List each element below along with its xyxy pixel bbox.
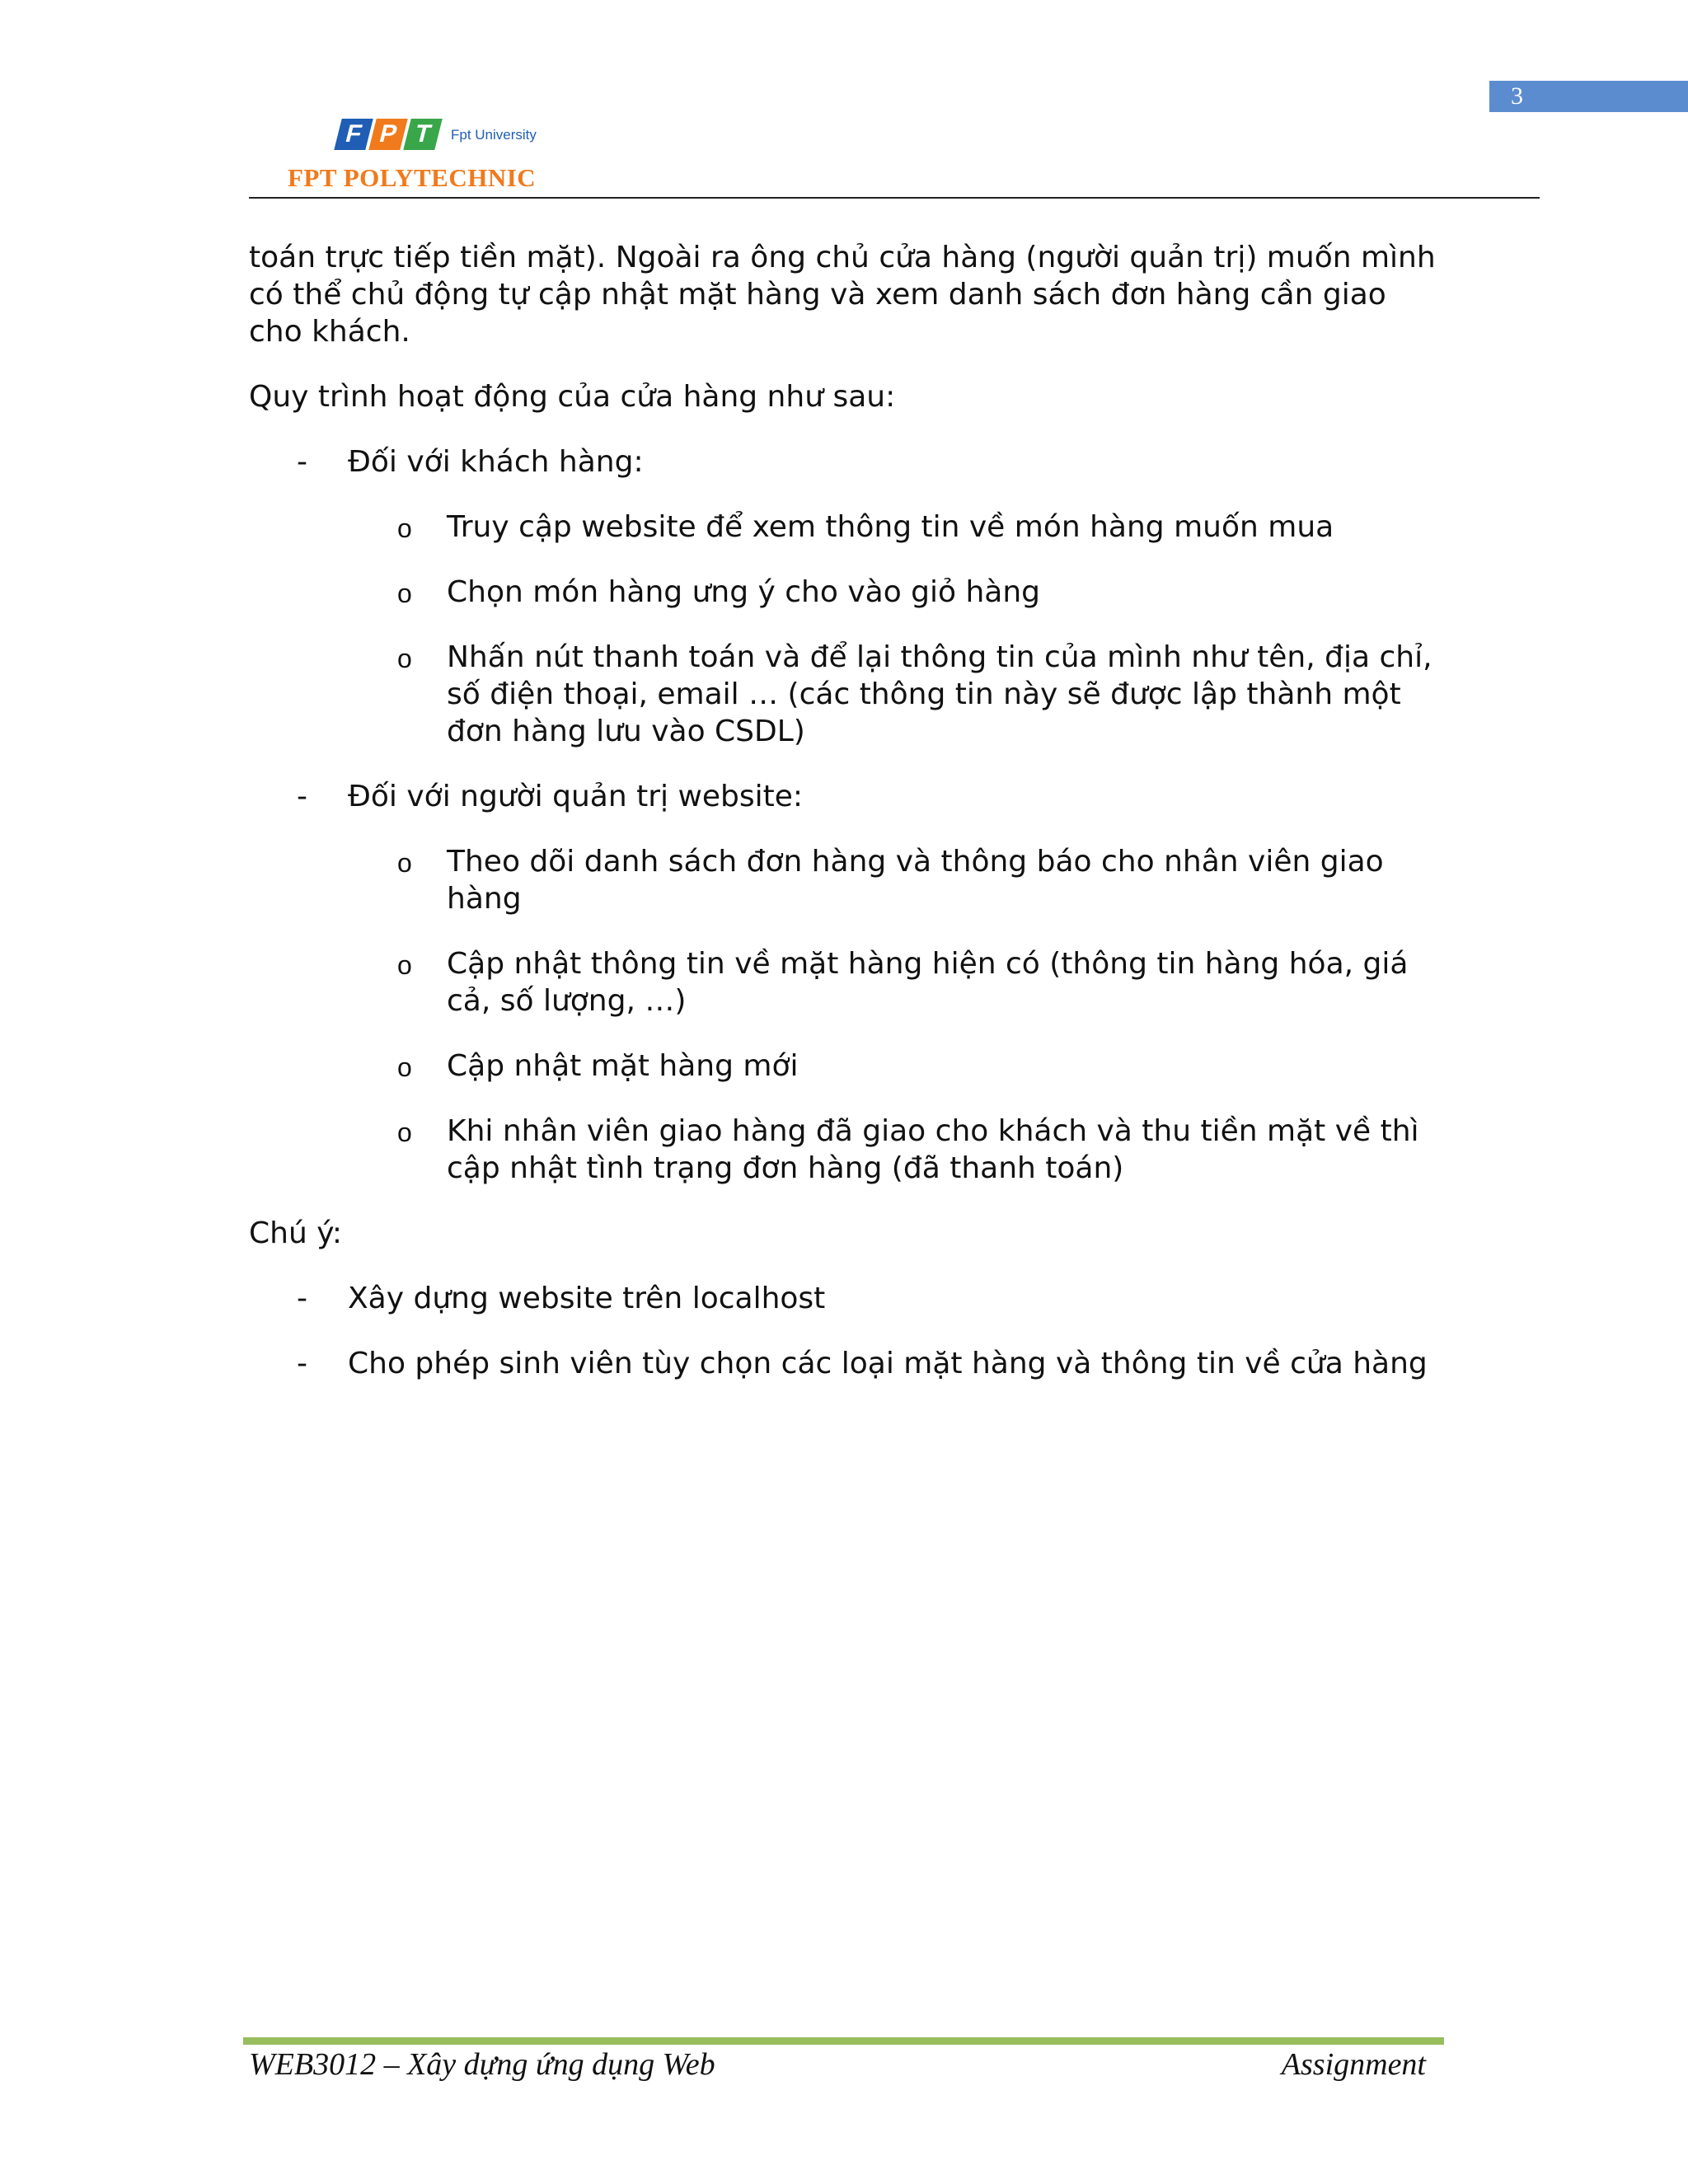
note-heading: Chú ý: xyxy=(249,1216,343,1250)
circle-bullet-icon: o xyxy=(397,848,412,878)
dash-bullet: - xyxy=(297,445,307,479)
customer-step-3: Nhấn nút thanh toán và để lại thông tin của mình như tên, địa chỉ, số điện thoại, email … (các thông tin này sẽ được lập thành một đơn hàng lưu vào CSDL) xyxy=(447,640,1432,748)
fpt-polytechnic-logo xyxy=(249,109,570,199)
admin-section-label: Đối với người quản trị website: xyxy=(348,780,804,813)
footer-course-title: WEB3012 – Xây dựng ứng dụng Web xyxy=(249,2047,715,2082)
logo-polytechnic-text: FPT POLYTECHNIC xyxy=(288,163,537,192)
footer-divider xyxy=(243,2037,1444,2045)
list-item xyxy=(249,639,1436,750)
customer-section-label: Đối với khách hàng: xyxy=(348,445,644,479)
list-item xyxy=(249,945,1436,1019)
logo-letter-f: F xyxy=(334,119,373,150)
admin-step-2: Cập nhật thông tin về mặt hàng hiện có (thông tin hàng hóa, giá cả, số lượng, …) xyxy=(447,947,1409,1018)
note-1: Xây dựng website trên localhost xyxy=(348,1282,826,1315)
list-item xyxy=(249,843,1436,917)
circle-bullet-icon: o xyxy=(397,950,412,980)
dash-bullet: - xyxy=(297,1282,307,1315)
list-item xyxy=(249,509,1436,546)
admin-section-item xyxy=(249,778,1436,815)
admin-step-4: Khi nhân viên giao hàng đã giao cho khách và thu tiền mặt về thì cập nhật tình trạng đơn hàng (đã thanh toán) xyxy=(447,1114,1419,1185)
process-heading: Quy trình hoạt động của cửa hàng như sau: xyxy=(249,380,896,414)
customer-step-1: Truy cập website để xem thông tin về món hàng muốn mua xyxy=(447,510,1334,544)
page-number: 3 xyxy=(1489,81,1688,112)
customer-step-2: Chọn món hàng ưng ý cho vào giỏ hàng xyxy=(447,575,1041,609)
dash-bullet: - xyxy=(297,1347,307,1380)
note-2: Cho phép sinh viên tùy chọn các loại mặt hàng và thông tin về cửa hàng xyxy=(348,1347,1428,1380)
logo-letter-p: P xyxy=(368,119,407,150)
list-item xyxy=(249,1113,1436,1187)
footer-doc-type: Assignment xyxy=(1281,2047,1426,2082)
header-divider xyxy=(249,197,1540,199)
list-item xyxy=(249,1345,1436,1382)
fpt-logo-mark xyxy=(338,119,438,153)
customer-section-item xyxy=(249,443,1436,480)
circle-bullet-icon: o xyxy=(397,513,412,543)
list-item xyxy=(249,574,1436,611)
intro-paragraph: toán trực tiếp tiền mặt). Ngoài ra ông chủ cửa hàng (người quản trị) muốn mình có thể chủ động tự cập nhật mặt hàng và xem danh sách đơn hàng cần giao cho khách. xyxy=(249,241,1436,349)
admin-step-1: Theo dõi danh sách đơn hàng và thông báo cho nhân viên giao hàng xyxy=(447,845,1384,916)
circle-bullet-icon: o xyxy=(397,1118,412,1147)
list-item xyxy=(249,1280,1436,1317)
logo-university-text: Fpt University xyxy=(451,127,537,143)
circle-bullet-icon: o xyxy=(397,1052,412,1082)
dash-bullet: - xyxy=(297,780,307,813)
logo-letter-t: T xyxy=(403,119,442,150)
circle-bullet-icon: o xyxy=(397,579,412,608)
list-item xyxy=(249,1047,1436,1085)
admin-step-3: Cập nhật mặt hàng mới xyxy=(447,1049,799,1083)
circle-bullet-icon: o xyxy=(397,644,412,673)
document-body xyxy=(249,239,1436,1410)
